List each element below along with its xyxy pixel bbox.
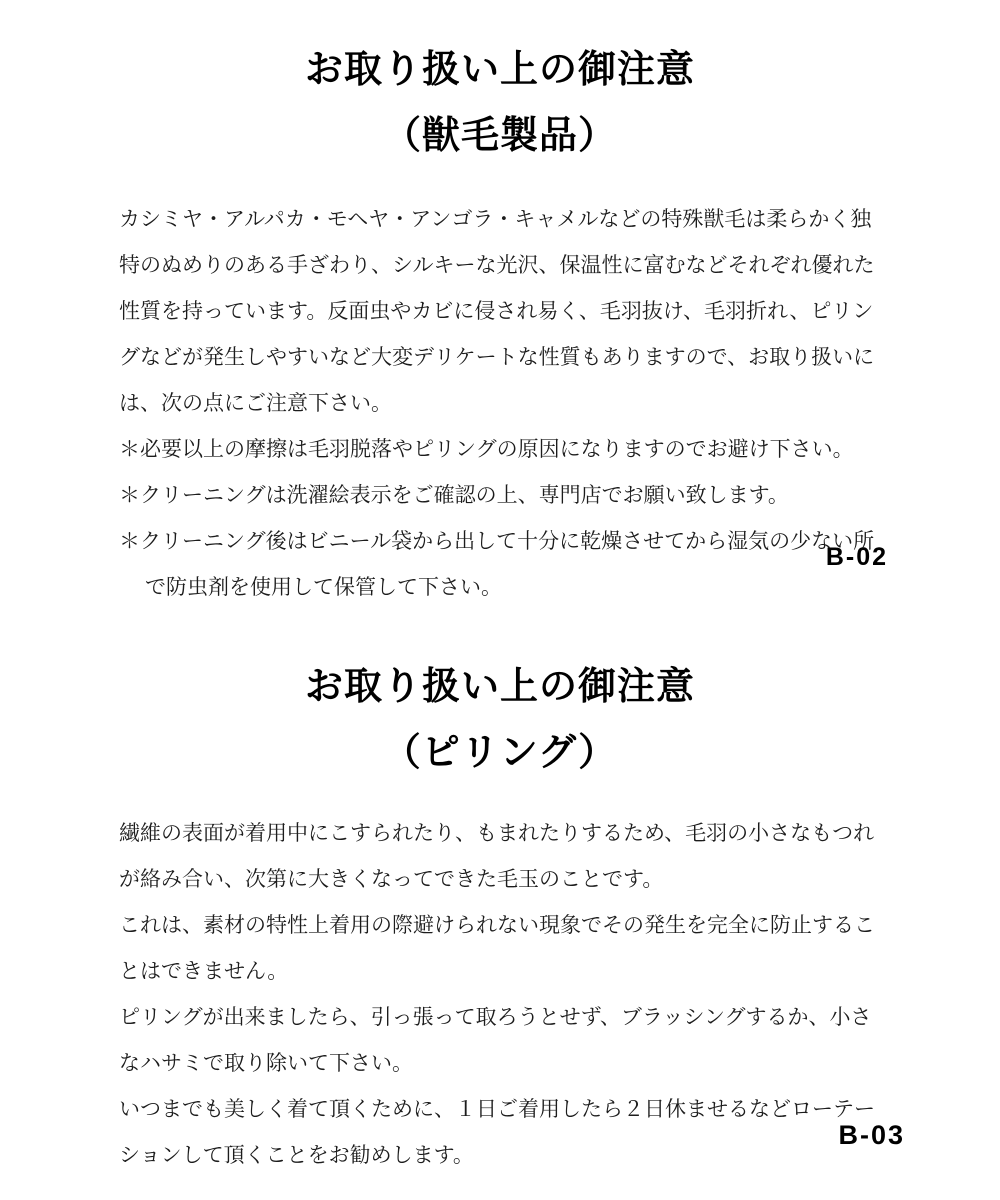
- care-notes-list: [119, 427, 881, 611]
- body-paragraph: 繊維の表面が着用中にこすられたり、もまれたりするため、毛羽の小さなもつれが絡み合い、次第に大きくなってできた毛玉のことです。: [119, 822, 875, 892]
- section-body: [119, 197, 881, 611]
- body-paragraph: いつまでも美しく着て頂くために、１日ご着用したら２日休ませるなどローテーションして頂くことをお勧めします。: [119, 1098, 875, 1168]
- section-animal-hair: [0, 50, 1000, 611]
- body-paragraph: これは、素材の特性上着用の際避けられない現象でその発生を完全に防止することはできません。: [119, 914, 875, 984]
- bullet-marker: ＊: [119, 437, 140, 461]
- intro-paragraph: カシミヤ・アルパカ・モヘヤ・アンゴラ・キャメルなどの特殊獣毛は柔らかく独特のぬめりのある手ざわり、シルキーな光沢、保温性に富むなどそれぞれ優れた性質を持っています。反面虫やカビに侵され易く、毛羽抜け、毛羽折れ、ピリングなどが発生しやすいなど大変デリケートな性質もありますので、お取り扱いには、次の点にご注意下さい。: [119, 207, 875, 415]
- section-pilling: [0, 667, 1000, 1180]
- section-subtitle: （ピリング）: [382, 731, 618, 774]
- bullet-marker: ＊: [119, 529, 140, 553]
- note-text: クリーニング後はビニール袋から出して十分に乾燥させてから湿気の少ない所で防虫剤を使用して保管して下さい。: [140, 529, 875, 599]
- note-text: クリーニングは洗濯絵表示をご確認の上、専門店でお願い致します。: [140, 483, 789, 507]
- note-text: 必要以上の摩擦は毛羽脱落やピリングの原因になりますのでお避け下さい。: [140, 437, 854, 461]
- code-label-b03: B-03: [838, 1120, 905, 1150]
- care-note-item: [119, 427, 881, 473]
- bullet-marker: ＊: [119, 483, 140, 507]
- care-note-item: [119, 473, 881, 519]
- section-title: お取り扱い上の御注意: [304, 49, 695, 91]
- section-title: お取り扱い上の御注意: [304, 665, 695, 708]
- body-paragraph: ピリングが出来ましたら、引っ張って取ろうとせず、ブラッシングするか、小さなハサミで取り除いて下さい。: [119, 1006, 872, 1076]
- code-label-b02: B-02: [825, 543, 888, 571]
- section-body: [119, 811, 881, 1179]
- section-subtitle: （獣毛製品）: [382, 115, 617, 158]
- care-note-item: [119, 519, 881, 611]
